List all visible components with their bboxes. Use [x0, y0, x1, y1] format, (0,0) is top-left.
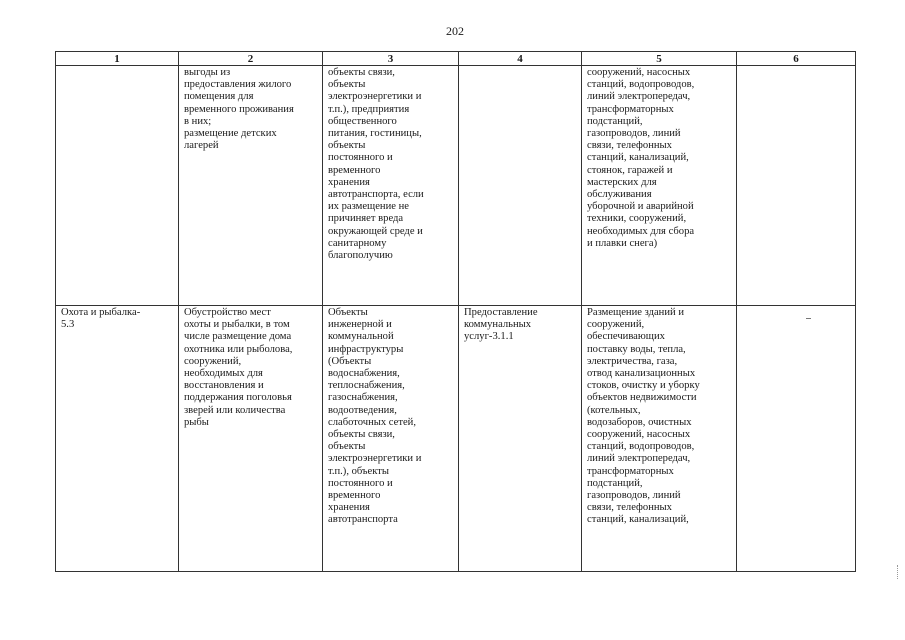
- cell-permitted-objects: [323, 66, 459, 306]
- cell-notes: [737, 66, 856, 306]
- column-header-6: 6: [737, 52, 856, 66]
- column-header-2: 2: [179, 52, 323, 66]
- column-header-3: 3: [323, 52, 459, 66]
- cell-use-description: [179, 306, 323, 572]
- cell-text: сооружений, насосных станций, водопроводов, линий электропередач, трансформаторных подстанций, газопроводов, линий связи, телефонных станций, канализаций, стоянок, гаражей и мастерских для обслуживания уборочной и аварийной техники, сооружений, необходимых для сбора и плавки снега): [587, 67, 695, 249]
- cell-text: Предоставление коммунальных услуг-3.1.1: [464, 307, 538, 343]
- cell-text: Охота и рыбалка- 5.3: [61, 307, 141, 331]
- cell-notes: [737, 306, 856, 572]
- column-header-4: 4: [459, 52, 582, 66]
- column-header-5: 5: [582, 52, 737, 66]
- page-number: 202: [446, 24, 464, 38]
- cell-permitted-objects: [323, 306, 459, 572]
- cell-auxiliary-description: [582, 306, 737, 572]
- cell-use-description: [179, 66, 323, 306]
- cell-use-name: [56, 66, 179, 306]
- table-header-row: [56, 52, 856, 66]
- cell-text: выгоды из предоставления жилого помещения для временного проживания в них; размещение детских лагерей: [184, 67, 294, 152]
- cell-auxiliary-use: [459, 306, 582, 572]
- cell-use-name: [56, 306, 179, 572]
- cell-auxiliary-use: [459, 66, 582, 306]
- cell-text: объекты связи, объекты электроэнергетики и т.п.), предприятия общественного питания, гостиницы, объекты постоянного и временного хранения автотранспорта, если их размещение не причиняет вреда окружающей среде и санитарному благополучию: [328, 67, 424, 262]
- scan-dash-mark: [806, 318, 811, 319]
- cell-text: Объекты инженерной и коммунальной инфраструктуры (Объекты водоснабжения, теплоснабжения, газоснабжения, водоотведения, слаботочных сетей, объекты связи, объекты электроэнергетики и т.п.), объекты постоянного и временного хранения автотранспорта: [328, 307, 422, 526]
- land-use-table: [55, 51, 856, 572]
- table-row: [56, 306, 856, 572]
- table-row: [56, 66, 856, 306]
- column-header-1: 1: [56, 52, 179, 66]
- cell-text: Размещение зданий и сооружений, обеспечивающих поставку воды, тепла, электричества, газа, отвод канализационных стоков, очистку и уборку объектов недвижимости (котельных, водозаборов, очистных сооружений, насосных станций, водопроводов, линий электропередач, трансформаторных подстанций, газопроводов, линий связи, телефонных станций, канализаций,: [587, 307, 700, 526]
- scan-edge-mark: [897, 565, 900, 579]
- cell-text: Обустройство мест охоты и рыбалки, в том числе размещение дома охотника или рыболова, сооружений, необходимых для восстановления и поддержания поголовья зверей или количества рыбы: [184, 307, 293, 428]
- cell-auxiliary-description: [582, 66, 737, 306]
